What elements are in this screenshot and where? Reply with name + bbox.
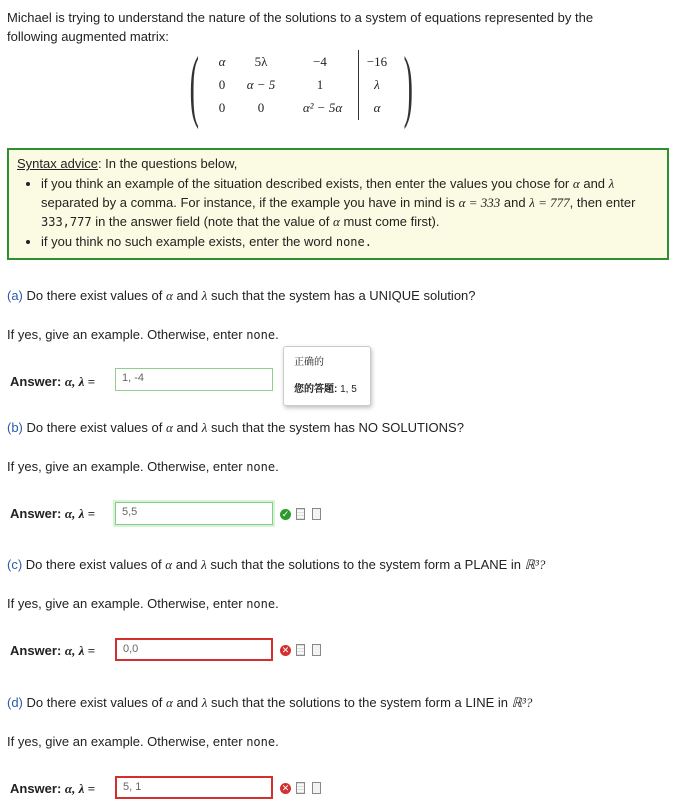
syntax-bullet-1 bbox=[41, 174, 659, 232]
question-text: Do there exist values of bbox=[26, 288, 163, 303]
question-text: such that the system has a UNIQUE solution? bbox=[211, 288, 476, 303]
correct-check-icon: ✓ bbox=[281, 509, 290, 519]
matrix-cell: −16 bbox=[366, 54, 388, 69]
tooltip-your-answer bbox=[294, 380, 360, 395]
none-word: none. bbox=[335, 235, 372, 249]
answer-math: α, λ = bbox=[64, 374, 96, 389]
matrix-cell: 0 bbox=[218, 100, 226, 115]
example-lambda: λ = 777 bbox=[529, 195, 570, 210]
syntax-text: and bbox=[503, 195, 526, 210]
tooltip-label: 您的答题: bbox=[294, 384, 338, 395]
alpha-symbol: α bbox=[165, 557, 173, 572]
right-paren: ) bbox=[403, 42, 413, 130]
document-icon[interactable] bbox=[312, 782, 321, 794]
example-alpha: α = 333 bbox=[458, 195, 501, 210]
answer-input-a[interactable]: 1, -4 bbox=[115, 368, 273, 391]
answer-label: Answer: bbox=[10, 781, 62, 796]
question-text: such that the solutions to the system form a LINE in bbox=[211, 695, 509, 710]
followup-text: If yes, give an example. Otherwise, enter bbox=[7, 327, 243, 342]
question-text: Do there exist values of bbox=[26, 420, 163, 435]
syntax-text: and bbox=[583, 176, 606, 191]
answer-input-c[interactable]: 0,0 bbox=[115, 638, 273, 661]
none-word: none bbox=[246, 460, 276, 474]
alpha-symbol: α bbox=[332, 214, 340, 229]
syntax-text: , then enter bbox=[569, 195, 636, 210]
alpha-symbol: α bbox=[166, 288, 173, 303]
followup-c: If yes, give an example. Otherwise, enter none. bbox=[7, 596, 279, 611]
followup-d: If yes, give an example. Otherwise, enter none. bbox=[7, 734, 279, 749]
question-tag: (a) bbox=[7, 288, 23, 303]
syntax-text: must come first). bbox=[343, 214, 440, 229]
matrix-cell: 1 bbox=[316, 77, 324, 92]
lambda-symbol: λ bbox=[608, 176, 615, 191]
question-text: such that the solutions to the system form a PLANE in bbox=[210, 557, 522, 572]
question-c bbox=[7, 557, 545, 573]
preview-icon[interactable] bbox=[296, 644, 305, 656]
matrix-cell: α − 5 bbox=[246, 77, 276, 92]
lambda-symbol: λ bbox=[201, 695, 208, 710]
alpha-symbol: α bbox=[166, 420, 173, 435]
syntax-text: in the answer field (note that the value of bbox=[95, 214, 330, 229]
followup-text: If yes, give an example. Otherwise, enter bbox=[7, 734, 243, 749]
alpha-symbol: α bbox=[572, 176, 580, 191]
answer-label-b bbox=[10, 506, 95, 522]
alpha-symbol: α bbox=[166, 695, 173, 710]
r3-symbol: ℝ³? bbox=[524, 557, 546, 572]
answer-label-a bbox=[10, 374, 95, 390]
matrix-cell: −4 bbox=[313, 54, 327, 69]
question-text: such that the system has NO SOLUTIONS? bbox=[211, 420, 464, 435]
lambda-symbol: λ bbox=[201, 557, 207, 572]
answer-label-d bbox=[10, 781, 95, 797]
answer-math: α, λ = bbox=[64, 506, 96, 521]
tooltip-value: 1, 5 bbox=[340, 384, 357, 395]
left-paren: ( bbox=[189, 42, 199, 130]
incorrect-x-icon: ✕ bbox=[281, 645, 290, 655]
matrix-cell: α bbox=[218, 54, 226, 69]
syntax-lead: : In the questions below, bbox=[97, 156, 238, 171]
followup-a: If yes, give an example. Otherwise, enter none. bbox=[7, 327, 279, 342]
answer-label: Answer: bbox=[10, 506, 62, 521]
matrix-cell: α bbox=[373, 100, 381, 115]
question-text: Do there exist values of bbox=[25, 557, 162, 572]
none-word: none bbox=[246, 597, 276, 611]
lambda-symbol: λ bbox=[201, 288, 208, 303]
answer-math: α, λ = bbox=[64, 643, 96, 658]
answer-math: α, λ = bbox=[64, 781, 96, 796]
question-tag: (c) bbox=[7, 557, 23, 572]
question-text: and bbox=[176, 420, 199, 435]
syntax-text: separated by a comma. For instance, if the example you have in mind is bbox=[41, 195, 456, 210]
syntax-bullet-2 bbox=[41, 232, 659, 252]
syntax-title: Syntax advice bbox=[17, 156, 98, 171]
question-b bbox=[7, 420, 464, 436]
document-icon[interactable] bbox=[312, 508, 321, 520]
none-word: none bbox=[246, 735, 276, 749]
augment-divider bbox=[358, 50, 359, 120]
preview-icon[interactable] bbox=[296, 782, 305, 794]
question-d bbox=[7, 695, 532, 711]
matrix-cell: 0 bbox=[257, 100, 265, 115]
matrix-cell: 0 bbox=[218, 77, 226, 92]
matrix-cell: 5λ bbox=[254, 54, 268, 69]
answer-input-b[interactable]: 5,5 bbox=[115, 502, 273, 525]
question-text: and bbox=[176, 288, 199, 303]
question-text: and bbox=[176, 695, 199, 710]
answer-label: Answer: bbox=[10, 374, 62, 389]
followup-text: If yes, give an example. Otherwise, enter bbox=[7, 596, 243, 611]
example-entry: 333,777 bbox=[41, 215, 92, 229]
answer-label-c bbox=[10, 643, 95, 659]
matrix-cell: α² − 5α bbox=[302, 100, 343, 115]
question-tag: (d) bbox=[7, 695, 23, 710]
question-text: Do there exist values of bbox=[26, 695, 163, 710]
preview-icon[interactable] bbox=[296, 508, 305, 520]
tooltip-correct: 正确的 bbox=[294, 357, 324, 368]
syntax-text: if you think no such example exists, enter the word bbox=[41, 234, 333, 249]
answer-tooltip bbox=[283, 346, 371, 406]
intro-text: Michael is trying to understand the nature of the solutions to a system of equations represented by the following augmented matrix: bbox=[7, 10, 594, 44]
augmented-matrix bbox=[189, 42, 413, 130]
syntax-advice-box bbox=[7, 148, 669, 260]
answer-input-d[interactable]: 5, 1 bbox=[115, 776, 273, 799]
question-tag: (b) bbox=[7, 420, 23, 435]
document-icon[interactable] bbox=[312, 644, 321, 656]
question-a bbox=[7, 288, 476, 304]
followup-b: If yes, give an example. Otherwise, enter none. bbox=[7, 459, 279, 474]
lambda-symbol: λ bbox=[201, 420, 208, 435]
none-word: none bbox=[246, 328, 276, 342]
answer-label: Answer: bbox=[10, 643, 62, 658]
followup-text: If yes, give an example. Otherwise, enter bbox=[7, 459, 243, 474]
question-text: and bbox=[175, 557, 198, 572]
matrix-cell: λ bbox=[374, 77, 380, 92]
incorrect-x-icon: ✕ bbox=[281, 783, 290, 793]
syntax-text: if you think an example of the situation described exists, then enter the values you chose for bbox=[41, 176, 570, 191]
r3-symbol: ℝ³? bbox=[511, 695, 533, 710]
